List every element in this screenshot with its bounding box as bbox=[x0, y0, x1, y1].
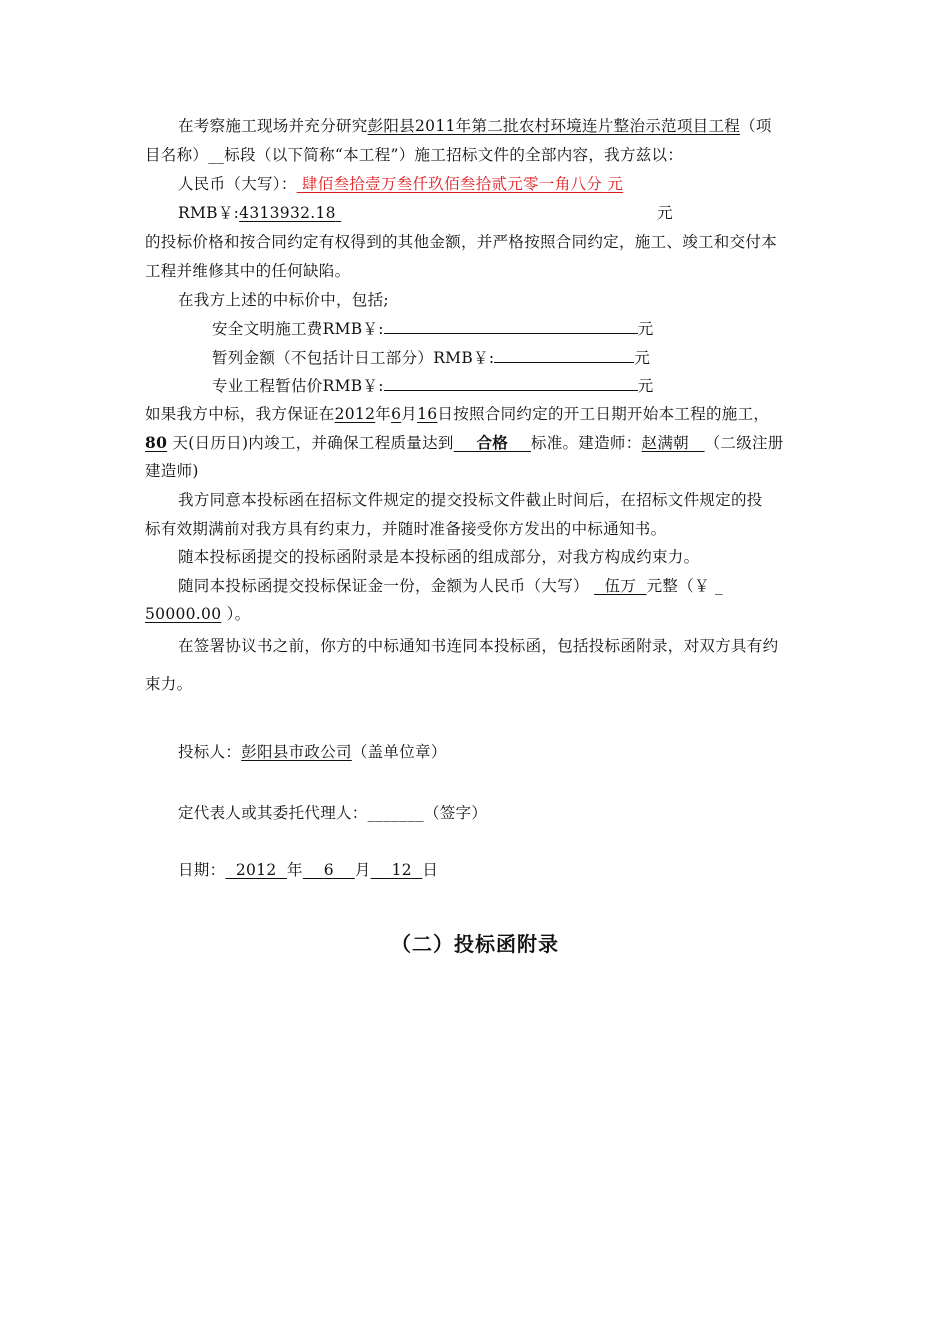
start-day: 16 bbox=[417, 405, 438, 423]
deposit-number: 50000.00 bbox=[145, 605, 222, 623]
paragraph-5-line-1: 我方同意本投标函在招标文件规定的提交投标文件截止时间后，在招标文件规定的投 bbox=[178, 491, 763, 509]
paragraph-2-line-2: 工程并维修其中的任何缺陷。 bbox=[145, 262, 351, 280]
date-line: 日期： 2012 年 6 月 12 日 bbox=[178, 861, 439, 879]
paragraph-4-line-3: 建造师) bbox=[145, 462, 199, 480]
paragraph-8-line-2: 束力。 bbox=[145, 675, 193, 693]
bid-amount-words-value: 肆佰叁拾壹万叁仟玖佰叁拾贰元零一角八分 元 bbox=[301, 175, 624, 193]
date-day: 12 bbox=[391, 861, 412, 879]
provisional-sum-blank bbox=[494, 347, 634, 363]
bidder-line: 投标人：彭阳县市政公司（盖单位章） bbox=[178, 743, 447, 761]
paragraph-5-line-2: 标有效期满前对我方具有约束力，并随时准备接受你方发出的中标通知书。 bbox=[145, 520, 667, 538]
bid-amount-number: RMB￥:4313932.18 元 bbox=[178, 204, 673, 222]
deposit-words: 伍万 bbox=[604, 577, 637, 595]
date-month: 6 bbox=[323, 861, 334, 879]
paragraph-7-line-2: 50000.00 ）。 bbox=[145, 605, 251, 623]
project-name: 彭阳县2011年第二批农村环境连片整治示范项目工程 bbox=[367, 117, 741, 135]
bidder-name: 彭阳县市政公司 bbox=[241, 743, 352, 761]
provisional-sum-line: 暂列金额（不包括计日工部分）RMB￥: 元 bbox=[212, 349, 651, 367]
paragraph-2-line-1: 的投标价格和按合同约定有权得到的其他金额，并严格按照合同约定，施工、竣工和交付本 bbox=[145, 233, 778, 251]
date-year: 2012 bbox=[235, 861, 277, 879]
bid-amount-words: 人民币（大写）： 肆佰叁拾壹万叁仟玖佰叁拾贰元零一角八分 元 bbox=[178, 175, 624, 193]
specialty-estimate-line: 专业工程暂估价RMB￥: 元 bbox=[212, 377, 654, 395]
start-month: 6 bbox=[391, 405, 402, 423]
paragraph-1-line-1: 在考察施工现场并充分研究彭阳县2011年第二批农村环境连片整治示范项目工程（项 bbox=[178, 117, 772, 135]
duration-days: 80 bbox=[145, 433, 168, 452]
representative-line: 定代表人或其委托代理人：_______（签字） bbox=[178, 804, 488, 822]
section-title: （二）投标函附录 bbox=[391, 932, 559, 956]
quality-standard: 合格 bbox=[476, 433, 509, 452]
start-year: 2012 bbox=[334, 405, 376, 423]
paragraph-1-line-2: 目名称）__标段（以下简称“本工程”）施工招标文件的全部内容，我方兹以： bbox=[145, 146, 684, 164]
paragraph-6: 随本投标函提交的投标函附录是本投标函的组成部分，对我方构成约束力。 bbox=[178, 548, 700, 566]
specialty-estimate-blank bbox=[384, 375, 638, 391]
paragraph-7-line-1: 随同本投标函提交投标保证金一份，金额为人民币（大写） 伍万 元整（￥ _ bbox=[178, 577, 724, 595]
paragraph-4-line-2: 80 天(日历日)内竣工，并确保工程质量达到 合格 标准。建造师：赵满朝 （二级注册 bbox=[145, 433, 784, 452]
paragraph-4-line-1: 如果我方中标，我方保证在2012年6月16日按照合同约定的开工日期开始本工程的施工， bbox=[145, 405, 770, 423]
paragraph-3: 在我方上述的中标价中，包括; bbox=[178, 291, 389, 309]
bid-amount-number-value: 4313932.18 bbox=[239, 204, 336, 222]
builder-name: 赵满朝 bbox=[641, 434, 689, 452]
safety-fee-line: 安全文明施工费RMB￥: 元 bbox=[212, 320, 654, 338]
safety-fee-blank bbox=[384, 318, 638, 334]
paragraph-8-line-1: 在签署协议书之前，你方的中标通知书连同本投标函，包括投标函附录，对双方具有约 bbox=[178, 637, 779, 655]
